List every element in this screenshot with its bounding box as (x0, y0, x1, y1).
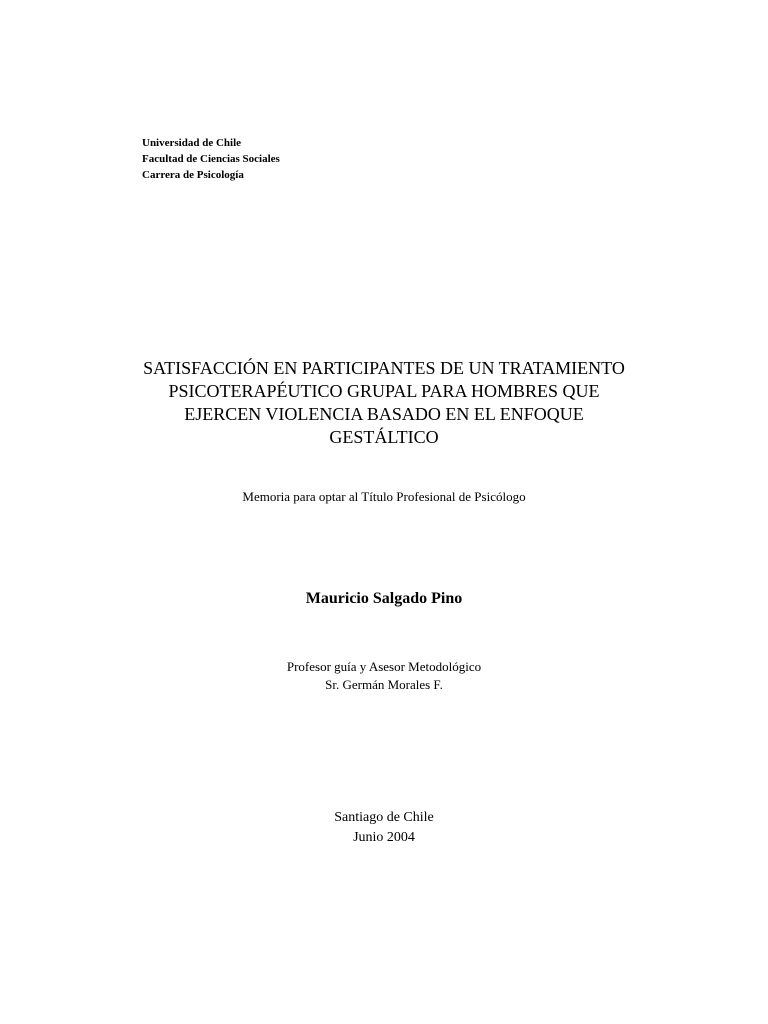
advisor-name: Sr. Germán Morales F. (325, 677, 443, 692)
title-line: GESTÁLTICO (329, 427, 439, 447)
thesis-subtitle: Memoria para optar al Título Profesional de Psicólogo (242, 489, 526, 504)
university-name: Universidad de Chile (142, 137, 242, 149)
institution-block (142, 135, 280, 183)
title-line: PSICOTERAPÉUTICO GRUPAL PARA HOMBRES QUE (168, 381, 600, 401)
place-date-block (0, 808, 768, 848)
date: Junio 2004 (353, 830, 415, 845)
faculty-name: Facultad de Ciencias Sociales (142, 153, 280, 165)
place: Santiago de Chile (334, 810, 434, 825)
advisor-block (0, 658, 768, 694)
title-line: EJERCEN VIOLENCIA BASADO EN EL ENFOQUE (184, 404, 584, 424)
author-name: Mauricio Salgado Pino (305, 590, 463, 607)
thesis-title (120, 357, 648, 449)
title-line: SATISFACCIÓN EN PARTICIPANTES DE UN TRATAMIENTO (143, 358, 625, 378)
career-name: Carrera de Psicología (142, 169, 244, 181)
advisor-role: Profesor guía y Asesor Metodológico (286, 659, 482, 674)
